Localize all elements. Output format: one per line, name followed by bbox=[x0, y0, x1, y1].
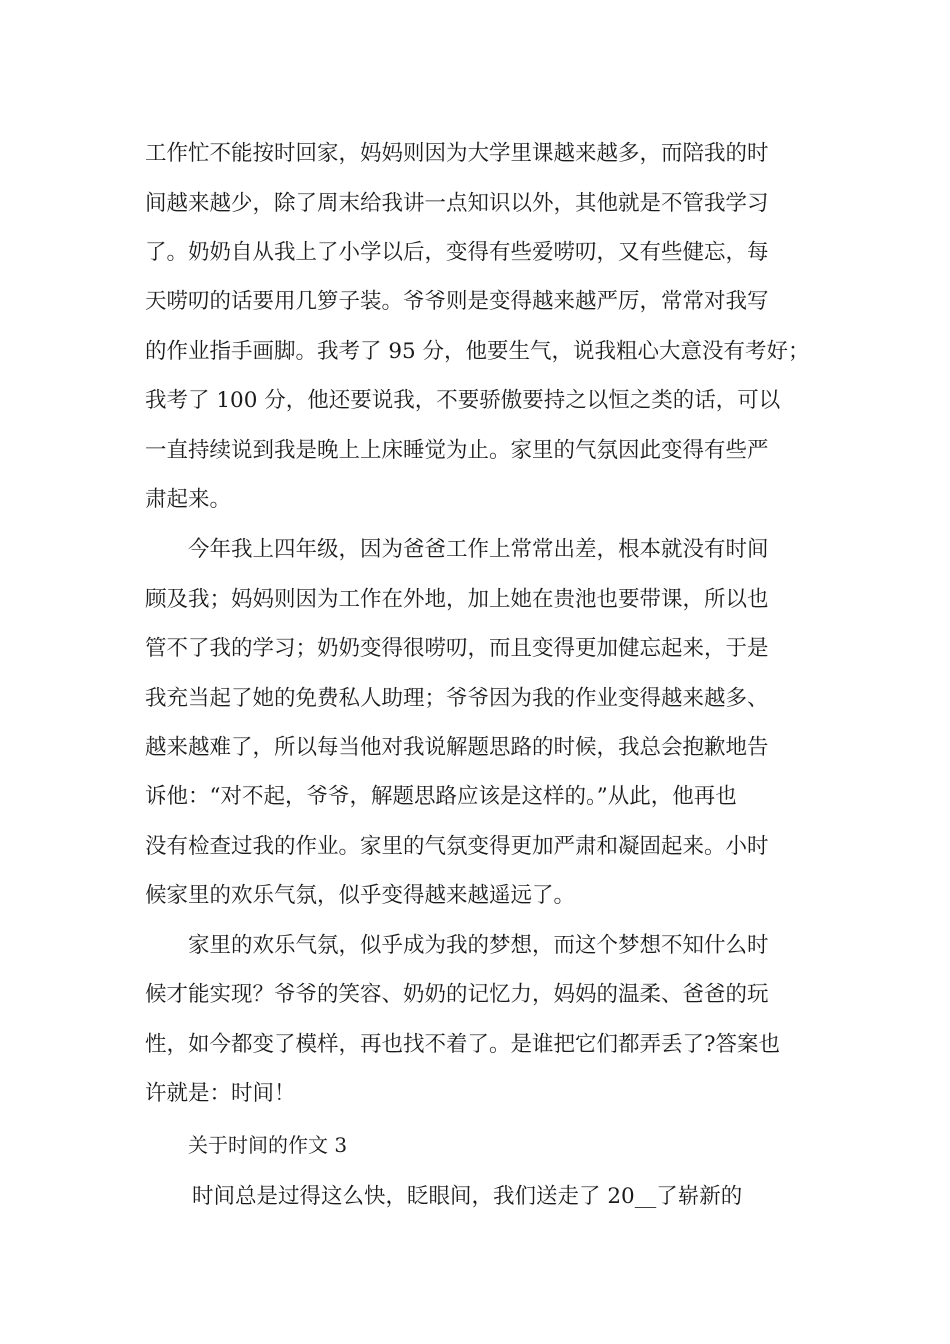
text-line: 间越来越少，除了周末给我讲一点知识以外，其他就是不管我学习 bbox=[145, 191, 769, 216]
text-line: 顾及我；妈妈则因为工作在外地，加上她在贵池也要带课，所以也 bbox=[145, 587, 769, 612]
text-line: 越来越难了，所以每当他对我说解题思路的时候，我总会抱歉地告 bbox=[145, 735, 769, 760]
text-line: 候才能实现？爷爷的笑容、奶奶的记忆力，妈妈的温柔、爸爸的玩 bbox=[145, 982, 769, 1007]
text-line: 我充当起了她的免费私人助理；爷爷因为我的作业变得越来越多、 bbox=[145, 686, 769, 711]
text-line: 了。奶奶自从我上了小学以后，变得有些爱唠叨，又有些健忘，每 bbox=[145, 240, 769, 265]
text-line: 工作忙不能按时回家，妈妈则因为大学里课越来越多，而陪我的时 bbox=[145, 141, 769, 166]
text-line: 今年我上四年级，因为爸爸工作上常常出差，根本就没有时间 bbox=[188, 537, 769, 562]
text-line: 许就是：时间！ bbox=[145, 1081, 296, 1106]
text-line: 一直持续说到我是晚上上床睡觉为止。家里的气氛因此变得有些严 bbox=[145, 438, 769, 463]
text-line: 的作业指手画脚。我考了 95 分，他要生气，说我粗心大意没有考好； bbox=[145, 339, 810, 364]
section-heading: 关于时间的作文 3 bbox=[188, 1133, 348, 1157]
text-line: 没有检查过我的作业。家里的气氛变得更加严肃和凝固起来。小时 bbox=[145, 834, 769, 859]
text-line: 候家里的欢乐气氛，似乎变得越来越遥远了。 bbox=[145, 883, 576, 908]
text-line: 时间总是过得这么快，眨眼间，我们送走了 20__了崭新的 bbox=[192, 1184, 743, 1209]
text-line: 肃起来。 bbox=[145, 487, 232, 512]
text-line: 性，如今都变了模样，再也找不着了。是谁把它们都弄丢了?答案也 bbox=[145, 1032, 781, 1057]
text-line: 我考了 100 分，他还要说我，不要骄傲要持之以恒之类的话，可以 bbox=[145, 388, 781, 413]
text-line: 管不了我的学习；奶奶变得很唠叨，而且变得更加健忘起来，于是 bbox=[145, 636, 769, 661]
text-line: 家里的欢乐气氛，似乎成为我的梦想，而这个梦想不知什么时 bbox=[188, 933, 769, 958]
text-line: 诉他：“对不起，爷爷，解题思路应该是这样的。”从此，他再也 bbox=[145, 784, 737, 809]
text-line: 天唠叨的话要用几箩子装。爷爷则是变得越来越严厉，常常对我写 bbox=[145, 289, 769, 314]
